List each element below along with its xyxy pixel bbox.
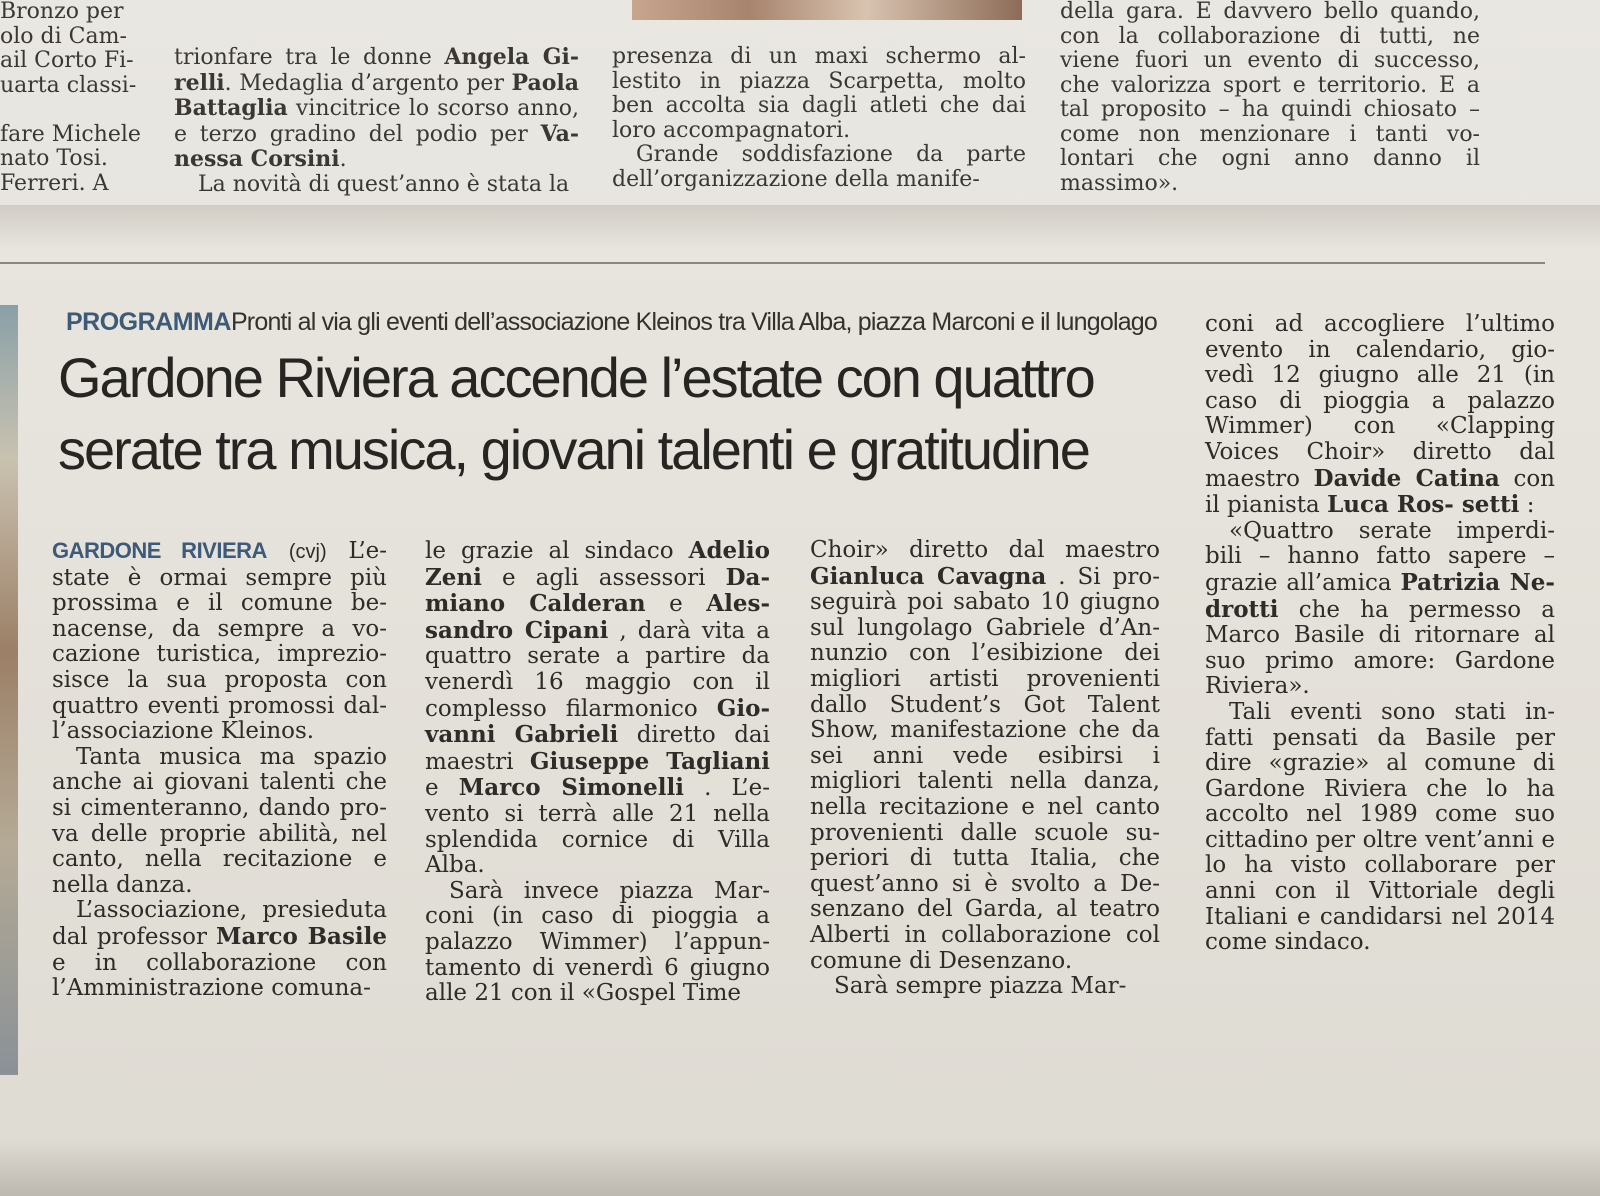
person-name: Paola Battaglia: [174, 69, 579, 121]
ensemble-name: Gio- vanni Gabrieli: [425, 694, 770, 749]
paragraph: La novità di quest’anno è stata la: [198, 171, 570, 197]
text-line: ail Corto Fi-: [0, 48, 134, 73]
paragraph: della gara. È davvero bello quando, con la collaborazione di tutti, ne viene fuori un evento di successo, che valorizza sport e territorio. E a tal proposito – ha quindi chiosato – come non menzionare i tanti vo- lontari che ogni anno danno il massimo».: [1060, 0, 1480, 196]
section-tag: PROGRAMMA: [66, 308, 231, 336]
top-photo-fragment: [632, 0, 1022, 20]
person-name: Da- miano Calderan: [425, 563, 770, 618]
bottom-shadow: [0, 1140, 1600, 1196]
article-col-2: [425, 538, 770, 1007]
section-divider: [0, 262, 1545, 264]
byline-initials: (cvj): [288, 541, 327, 563]
person-name: Luca Ros- setti: [1327, 491, 1520, 519]
text-line: olo di Cam-: [0, 23, 127, 49]
article-kicker: [66, 306, 1176, 338]
person-name: Marco Simonelli: [458, 774, 684, 802]
paragraph: Tali eventi sono stati in- fatti pensati da Basile per dire «grazie» al comune di Gardone Riviera che lo ha accolto nel 1989 come suo cittadino per oltre vent’anni e lo ha visto collaborare per anni con il Vittoriale degli Italiani e candidarsi nel 2014 come sindaco.: [1205, 698, 1555, 956]
text-line: [0, 98, 142, 123]
paragraph: Sarà sempre piazza Mar-: [834, 973, 1127, 1000]
person-name: Angela Gi- relli: [174, 44, 579, 96]
article-col-1: [52, 538, 387, 1002]
previous-article-col-4: [1060, 0, 1480, 196]
paragraph: trionfare tra le donne Angela Gi- relli. Medaglia d’argento per Paola Battaglia vincitrice lo scorso anno, e terzo gradino del podio per Va- nessa Corsini.: [174, 44, 579, 172]
headline-line: serate tra musica, giovani talenti e gratitudine: [58, 418, 1089, 481]
person-name: Gianluca Cavagna: [810, 562, 1047, 590]
article-col-3: [810, 538, 1160, 1000]
paragraph: presenza di un maxi schermo al- lestito in piazza Scarpetta, molto ben accolta sia dagli atleti che dai loro accompagnatori.: [612, 44, 1026, 143]
person-name: Va- nessa Corsini: [174, 120, 579, 172]
paragraph: L’associazione, presieduta dal professor Marco Basile e in collaborazione con l’Amministrazione comuna-: [52, 897, 387, 1002]
previous-article-col-2: [174, 45, 579, 197]
person-name: Adelio Zeni: [425, 537, 770, 591]
person-name: Patrizia Ne- drotti: [1205, 568, 1555, 623]
text-line: Bronzo per: [0, 0, 124, 24]
text-line: Ferreri. A: [0, 170, 109, 196]
text-line: uarta classi-: [0, 72, 137, 98]
paragraph: GARDONE RIVIERA (cvj) L’e- state è ormai sempre più prossima e il comune be- nacense, da sempre a vo- cazione turistica, imprezio- sisce la sua proposta con quattro eventi promossi dal- l’associazione Kleinos.: [52, 538, 388, 745]
paragraph: Sarà invece piazza Mar- coni (in caso di pioggia a palazzo Wimmer) l’appun- tamento di venerdì 6 giugno alle 21 con il «Gospel Time: [425, 877, 770, 1007]
paragraph: Grande soddisfazione da parte dell’organizzazione della manife-: [612, 142, 1026, 192]
paragraph: Tanta musica ma spazio anche ai giovani talenti che si cimenteranno, dando pro- va delle proprie abilità, nel canto, nella recitazione e nella danza.: [52, 743, 387, 898]
article-headline: [58, 342, 1178, 486]
headline-line: Gardone Riviera accende l’estate con quattro: [58, 346, 1094, 409]
page-fold-shadow: [0, 205, 1600, 250]
paragraph: «Quattro serate imperdi- bili – hanno fatto sapere – grazie all’amica Patrizia Ne- drotti che ha permesso a Marco Basile di ritornare al suo primo amore: Gardone Riviera».: [1205, 517, 1555, 700]
dateline: GARDONE RIVIERA: [52, 538, 267, 563]
left-photo-edge: [0, 305, 18, 1075]
paragraph: le grazie al sindaco Adelio Zeni e agli assessori Da- miano Calderan e Ales- sandro Cipani , darà vita a quattro serate a partire da venerdì 16 maggio con il complesso filarmonico Gio- vanni Gabrieli diretto dai maestri Giuseppe Tagliani e Marco Simonelli . L’e- vento si terrà alle 21 nella splendida cornice di Villa Alba.: [425, 537, 771, 879]
person-name: Giuseppe Tagliani: [529, 747, 770, 775]
text-line: fare Michele: [0, 121, 141, 147]
person-name: Marco Basile: [216, 922, 387, 950]
person-name: Ales- sandro Cipani: [425, 590, 771, 644]
kicker-text: Pronti al via gli eventi dell’associazione Kleinos tra Villa Alba, piazza Marconi e il lungolago: [230, 308, 1158, 336]
paragraph: coni ad accogliere l’ultimo evento in calendario, gio- vedì 12 giugno alle 21 (in caso di pioggia a palazzo Wimmer) con «Clapping Voices Choir» diretto dal maestro Davide Catina con il pianista Luca Ros- setti :: [1205, 311, 1555, 519]
paragraph: Choir» diretto dal maestro Gianluca Cavagna . Si pro- seguirà poi sabato 10 giugno sul lungolago Gabriele d’An- nunzio con l’esibizione dei migliori artisti provenienti dallo Student’s Got Talent Show, manifestazione che da sei anni vede esibirsi i migliori talenti nella danza, nella recitazione e nel canto provenienti dalle scuole su- periori di tutta Italia, che quest’anno si è svolto a De- senzano del Garda, al teatro Alberti in collaborazione col comune di Desenzano.: [810, 537, 1160, 974]
person-name: Davide Catina: [1313, 464, 1500, 492]
article-col-4: [1205, 312, 1555, 956]
previous-article-col-3: [612, 45, 1026, 192]
text-line: nato Tosi.: [0, 146, 108, 171]
previous-article-col-1: [0, 0, 142, 196]
